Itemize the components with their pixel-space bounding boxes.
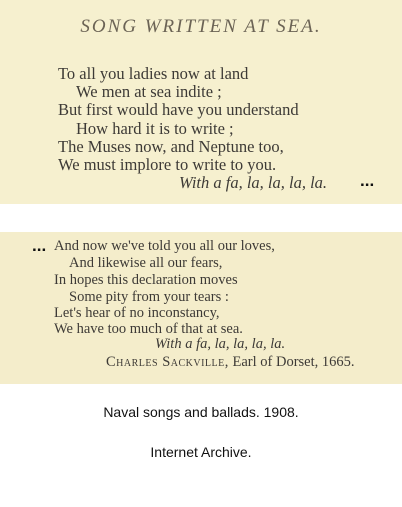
poem-line: We must implore to write to you. [58,155,277,174]
top-scan-excerpt [0,0,402,204]
poem-refrain: With a fa, la, la, la, la. [179,173,328,192]
continuation-ellipsis: ... [360,171,375,190]
author-name: Charles Sackville, [106,354,229,370]
archive-caption: Internet Archive. [150,444,252,460]
poem-line: Let's hear of no inconstancy, [54,305,220,321]
poem-line: But first would have you understand [58,100,299,119]
poem-line: And likewise all our fears, [69,255,223,271]
poem-line: The Muses now, and Neptune too, [58,137,284,156]
poem-line: Some pity from your tears : [69,289,229,305]
author-title-date: Earl of Dorset, 1665. [228,354,355,370]
poem-refrain: With a fa, la, la, la, la. [155,336,286,352]
poem-line: We have too much of that at sea. [54,321,243,337]
poem-line: And now we've told you all our loves, [54,238,275,254]
continuation-ellipsis: ... [32,236,47,255]
source-caption: Naval songs and ballads. 1908. [103,404,299,420]
poem-line: We men at sea indite ; [76,82,222,101]
poem-line: To all you ladies now at land [58,64,249,83]
poem-title: SONG WRITTEN AT SEA. [80,16,322,37]
poem-line: In hopes this declaration moves [54,272,238,288]
poem-line: How hard it is to write ; [76,119,234,138]
poem-attribution [106,354,355,371]
bottom-scan-excerpt [0,232,402,384]
